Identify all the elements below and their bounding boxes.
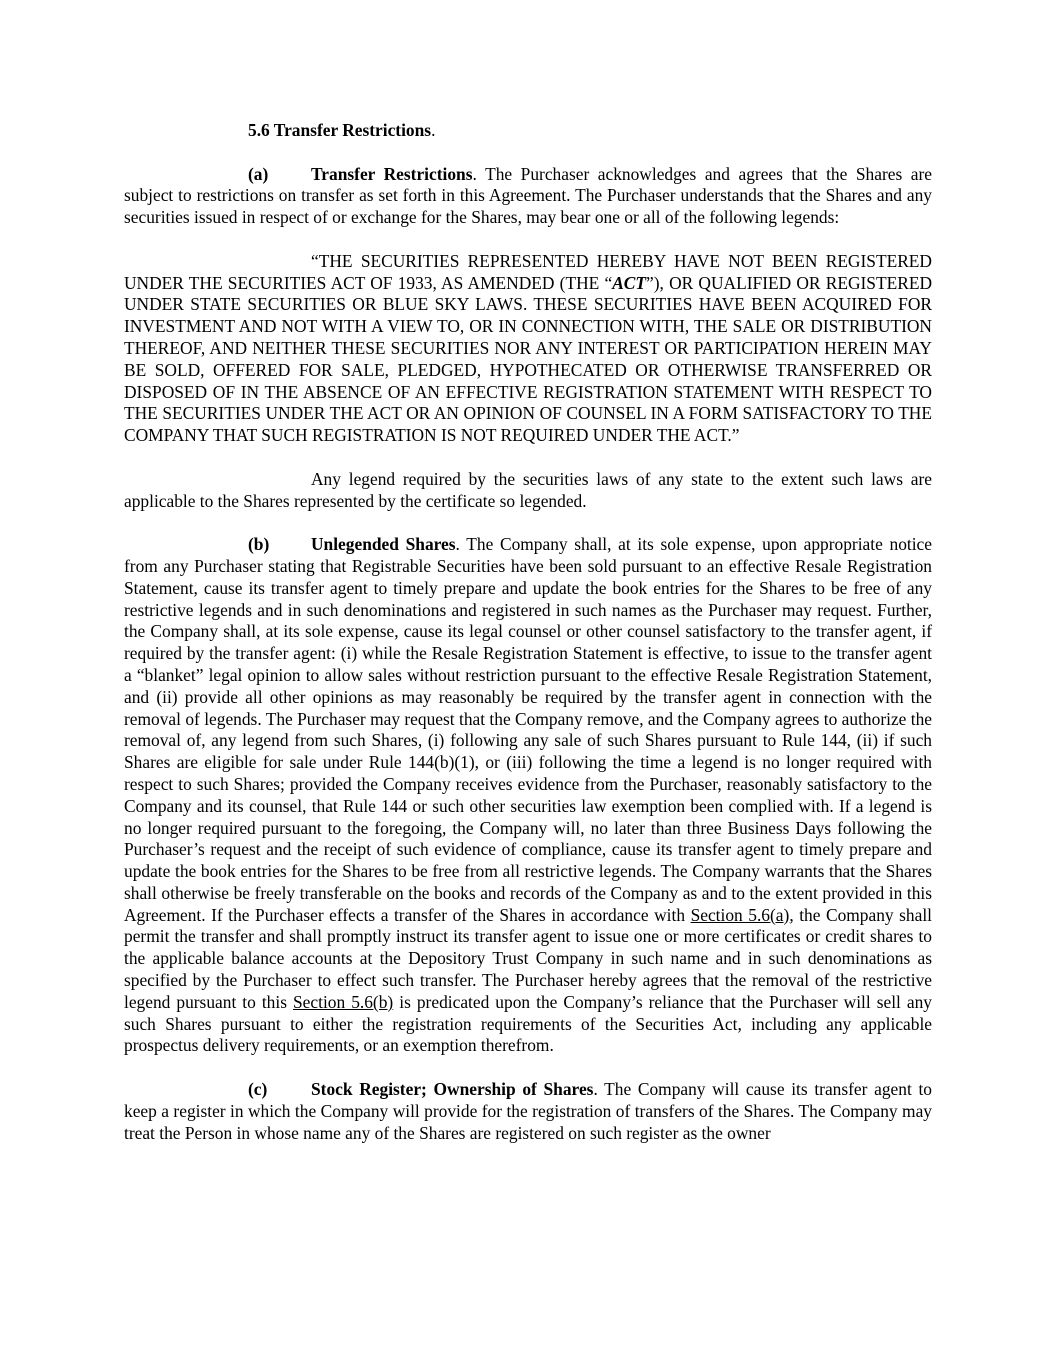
legend-text-1: “THE SECURITIES REPRESENTED HEREBY HAVE NOT BEEN REGISTERED UNDER THE SECURITIES ACT OF 1933, AS AMENDED (THE “ [124, 250, 932, 293]
section-heading [124, 120, 932, 142]
document-page [124, 120, 932, 1166]
paragraph-b-title: Unlegended Shares [311, 534, 456, 555]
legend-paragraph [124, 251, 932, 447]
section-title: Transfer Restrictions [273, 120, 432, 140]
paragraph-c-label: (c) [248, 1079, 268, 1100]
legend-note-text: Any legend required by the securities laws of any state to the extent such laws are applicable to the Shares represented by the certificate so legended. [124, 468, 932, 511]
paragraph-a-title: Transfer Restrictions [311, 163, 473, 184]
paragraph-c [124, 1079, 932, 1144]
paragraph-b-text-1: . The Company shall, at its sole expense, upon appropriate notice from any Purchaser stating that Registrable Securities have been sold pursuant to an effective Resale Registration Statement, cause its transfer agent to timely prepare and update the book entries for the Shares to be free of any restrictive legends and in such denominations and registered in such names as the Purchaser may request. Further, the Company shall, at its sole expense, cause its legal counsel or other counsel satisfactory to the transfer agent, if required by the transfer agent: (i) while the Resale Registration Statement is effective, to issue to the transfer agent a “blanket” legal opinion to allow sales without restriction pursuant to the effective Resale Registration Statement, and (ii) provide all other opinions as may reasonably be required by the transfer agent in connection with the removal of legends. The Purchaser may request that the Company remove, and the Company agrees to authorize the removal of, any legend from such Shares, (i) following any sale of such Shares pursuant to Rule 144, (ii) if such Shares are eligible for sale under Rule 144(b)(1), or (iii) following the time a legend is no longer required with respect to such Shares; provided the Company receives evidence from the Purchaser, reasonably satisfactory to the Company and its counsel, that Rule 144 or such other securities law exemption been complied with. If a legend is no longer required pursuant to the foregoing, the Company will, no later than three Business Days following the Purchaser’s request and the receipt of such evidence of compliance, cause its transfer agent to timely prepare and update the book entries for the Shares to be free from all restrictive legends. The Company warrants that the Shares shall otherwise be freely transferable on the books and records of the Company as and to the extent provided in this Agreement. If the Purchaser effects a transfer of the Shares in accordance with [124, 534, 932, 925]
section-5-6-b-link[interactable]: Section 5.6(b) [293, 991, 394, 1012]
paragraph-c-text: . The Company will cause its transfer agent to keep a register in which the Company will provide for the registration of transfers of the Shares. The Company may treat the Person in whose name any of the Shares are registered on such register as the owner [124, 1079, 932, 1143]
paragraph-b-text-2: , the Company shall permit the transfer and shall promptly instruct its transfer agent to issue one or more certificates or credit shares to the applicable balance accounts at the Depository Trust Company in such name and in such denominations as specified by the Purchaser to effect such transfer. The Purchaser hereby agrees that the removal of the restrictive legend pursuant to this [124, 904, 932, 1012]
paragraph-b-text-3: is predicated upon the Company’s reliance that the Purchaser will sell any such Shares pursuant to either the registration requirements of the Securities Act, including any applicable prospectus delivery requirements, or an exemption therefrom. [124, 991, 933, 1056]
paragraph-b-label: (b) [248, 534, 270, 555]
paragraph-b [124, 534, 932, 1057]
paragraph-a-text: . The Purchaser acknowledges and agrees that the Shares are subject to restrictions on transfer as set forth in this Agreement. The Purchaser understands that the Shares and any securities issued in respect of or exchange for the Shares, may bear one or all of the following legends: [124, 163, 933, 228]
legend-text-2: ”), OR QUALIFIED OR REGISTERED UNDER STATE SECURITIES OR BLUE SKY LAWS. THESE SECURITIES HAVE BEEN ACQUIRED FOR INVESTMENT AND NOT WITH A VIEW TO, OR IN CONNECTION WITH, THE SALE OR DISTRIBUTION THEREOF, AND NEITHER THESE SECURITIES NOR ANY INTEREST OR PARTICIPATION HEREIN MAY BE SOLD, OFFERED FOR SALE, PLEDGED, HYPOTHECATED OR OTHERWISE TRANSFERRED OR DISPOSED OF IN THE ABSENCE OF AN EFFECTIVE REGISTRATION STATEMENT WITH RESPECT TO THE SECURITIES UNDER THE ACT OR AN OPINION OF COUNSEL IN A FORM SATISFACTORY TO THE COMPANY THAT SUCH REGISTRATION IS NOT REQUIRED UNDER THE ACT.” [124, 272, 932, 446]
paragraph-a [124, 164, 932, 229]
paragraph-c-title: Stock Register; Ownership of Shares [311, 1079, 594, 1100]
section-5-6-a-link[interactable]: Section 5.6(a) [690, 904, 790, 925]
legend-act-term: ACT [612, 272, 647, 293]
paragraph-a-label: (a) [248, 163, 269, 184]
legend-note-paragraph [124, 469, 932, 513]
section-number: 5.6 [248, 120, 274, 140]
section-heading-period: . [431, 120, 436, 140]
